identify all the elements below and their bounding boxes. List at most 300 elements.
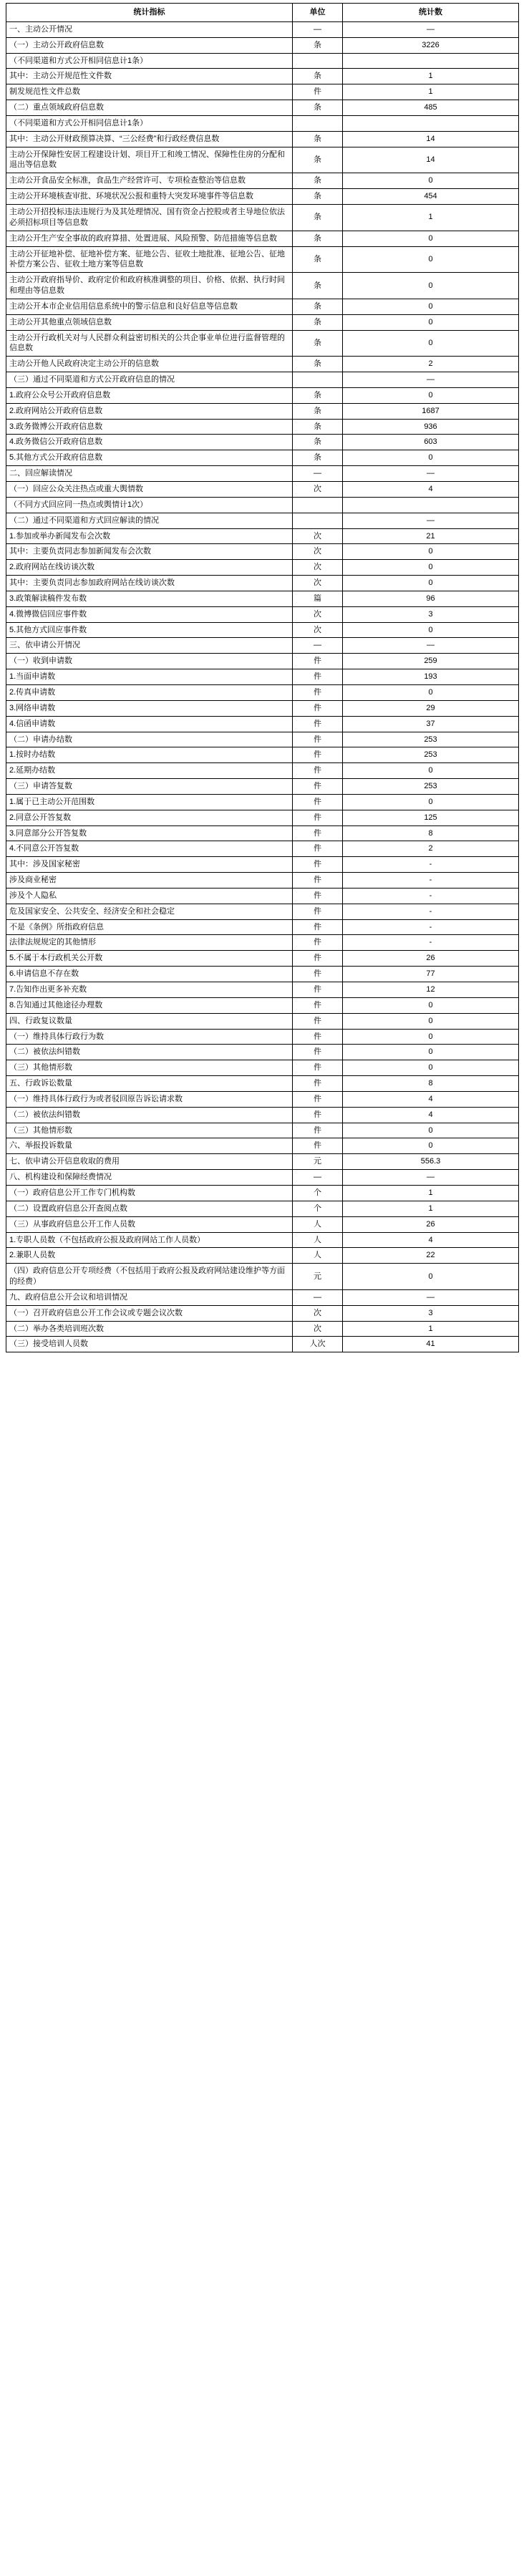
indicator-value: 253 (343, 747, 519, 763)
indicator-value: 0 (343, 330, 519, 357)
indicator-unit: 次 (293, 482, 343, 498)
indicator-value: 0 (343, 560, 519, 576)
indicator-label: 其中：主动公开规范性文件数 (6, 69, 293, 84)
table-row (6, 147, 519, 173)
indicator-label: 涉及个人隐私 (6, 888, 293, 904)
table-row (6, 825, 519, 841)
indicator-label: （二）重点领域政府信息数 (6, 100, 293, 116)
indicator-value: 0 (343, 684, 519, 700)
indicator-value: 0 (343, 387, 519, 403)
indicator-value: 0 (343, 1045, 519, 1060)
indicator-value (343, 115, 519, 131)
indicator-value: 0 (343, 1138, 519, 1154)
indicator-unit: 条 (293, 357, 343, 372)
indicator-unit: 件 (293, 982, 343, 998)
table-row (6, 669, 519, 685)
indicator-label: （一）政府信息公开工作专门机构数 (6, 1185, 293, 1201)
table-row (6, 1076, 519, 1092)
indicator-unit: 件 (293, 763, 343, 779)
indicator-unit: 人 (293, 1232, 343, 1248)
table-row (6, 387, 519, 403)
indicator-value: — (343, 638, 519, 654)
indicator-value: 26 (343, 951, 519, 967)
indicator-value: 0 (343, 794, 519, 810)
indicator-label: 主动公开其他重点领域信息数 (6, 314, 293, 330)
indicator-unit: 个 (293, 1201, 343, 1216)
table-row (6, 1201, 519, 1216)
indicator-label: 不是《条例》所指政府信息 (6, 919, 293, 935)
table-row (6, 1045, 519, 1060)
indicator-value: 556.3 (343, 1154, 519, 1170)
table-row (6, 1289, 519, 1305)
table-row (6, 841, 519, 857)
indicator-value (343, 53, 519, 69)
indicator-unit: 件 (293, 1123, 343, 1138)
indicator-unit: 次 (293, 560, 343, 576)
indicator-label: 2.政府网站公开政府信息数 (6, 403, 293, 419)
indicator-unit: 件 (293, 654, 343, 669)
indicator-unit (293, 497, 343, 513)
indicator-unit: 条 (293, 330, 343, 357)
indicator-unit: 条 (293, 231, 343, 246)
indicator-value: 253 (343, 779, 519, 795)
indicator-value: 1 (343, 1201, 519, 1216)
indicator-value: — (343, 21, 519, 37)
indicator-unit: 件 (293, 1029, 343, 1045)
indicator-unit: 次 (293, 1321, 343, 1337)
indicator-value: 0 (343, 1264, 519, 1290)
indicator-unit: 件 (293, 747, 343, 763)
indicator-unit: 件 (293, 779, 343, 795)
indicator-value: 4 (343, 1107, 519, 1123)
indicator-unit: 件 (293, 1060, 343, 1076)
indicator-unit: 件 (293, 967, 343, 982)
indicator-label: （一）召开政府信息公开工作会议或专题会议次数 (6, 1305, 293, 1321)
indicator-label: （二）被依法纠错数 (6, 1045, 293, 1060)
indicator-unit: 件 (293, 84, 343, 100)
indicator-value: 0 (343, 1013, 519, 1029)
indicator-unit: 件 (293, 919, 343, 935)
column-header-count: 统计数 (343, 4, 519, 22)
section-label: 三、依申请公开情况 (6, 638, 293, 654)
government-info-disclosure-statistics-table (6, 3, 519, 1352)
indicator-value: - (343, 935, 519, 951)
section-label: 七、依申请公开信息收取的费用 (6, 1154, 293, 1170)
indicator-value: 0 (343, 246, 519, 273)
table-row (6, 810, 519, 825)
indicator-value: 2 (343, 357, 519, 372)
table-row (6, 372, 519, 388)
indicator-unit: 件 (293, 825, 343, 841)
indicator-unit: 人 (293, 1248, 343, 1264)
indicator-unit: 件 (293, 951, 343, 967)
indicator-label: 3.政策解读稿件发布数 (6, 591, 293, 606)
table-row (6, 100, 519, 116)
indicator-value: 1 (343, 84, 519, 100)
table-row (6, 450, 519, 466)
indicator-label: （一）维持具体行政行为或者驳回原告诉讼请求数 (6, 1091, 293, 1107)
table-row (6, 419, 519, 435)
indicator-unit: 件 (293, 1013, 343, 1029)
column-header-unit: 单位 (293, 4, 343, 22)
table-row (6, 794, 519, 810)
indicator-label: （三）申请答复数 (6, 779, 293, 795)
indicator-label: 4.政务微信公开政府信息数 (6, 435, 293, 450)
table-row (6, 69, 519, 84)
table-row (6, 330, 519, 357)
section-label: 六、举报投诉数量 (6, 1138, 293, 1154)
indicator-label: 制发规范性文件总数 (6, 84, 293, 100)
indicator-value: 3 (343, 1305, 519, 1321)
indicator-label: （二）通过不同渠道和方式回应解读的情况 (6, 513, 293, 528)
table-row (6, 513, 519, 528)
indicator-label: 2.政府网站在线访谈次数 (6, 560, 293, 576)
table-row (6, 951, 519, 967)
indicator-value: 8 (343, 1076, 519, 1092)
indicator-value: 259 (343, 654, 519, 669)
indicator-label: 主动公开征地补偿、征地补偿方案、征地公告、征收土地批准、征地公告、征地补偿方案公告、征收土地方案等信息数 (6, 246, 293, 273)
table-row (6, 204, 519, 231)
indicator-unit: 件 (293, 700, 343, 716)
indicator-label: 其中：主要负责同志参加政府网站在线访谈次数 (6, 576, 293, 591)
indicator-unit: 件 (293, 888, 343, 904)
table-row (6, 231, 519, 246)
indicator-value: 253 (343, 732, 519, 747)
indicator-label: 5.其他方式公开政府信息数 (6, 450, 293, 466)
section-label: 四、行政复议数量 (6, 1013, 293, 1029)
table-row (6, 1060, 519, 1076)
table-row (6, 357, 519, 372)
section-label: 九、政府信息公开会议和培训情况 (6, 1289, 293, 1305)
indicator-label: 3.政务微博公开政府信息数 (6, 419, 293, 435)
indicator-unit (293, 53, 343, 69)
table-row (6, 84, 519, 100)
indicator-unit: 件 (293, 1138, 343, 1154)
indicator-label: （一）收到申请数 (6, 654, 293, 669)
indicator-value: 1 (343, 69, 519, 84)
indicator-value: 3226 (343, 37, 519, 53)
indicator-label: （三）其他情形数 (6, 1060, 293, 1076)
table-row (6, 189, 519, 205)
table-row (6, 1154, 519, 1170)
indicator-unit: 元 (293, 1264, 343, 1290)
indicator-unit: 件 (293, 1076, 343, 1092)
indicator-value: — (343, 1170, 519, 1186)
table-row (6, 967, 519, 982)
table-row (6, 435, 519, 450)
indicator-value: 0 (343, 576, 519, 591)
indicator-value: 12 (343, 982, 519, 998)
indicator-value: 4 (343, 1232, 519, 1248)
indicator-unit: 条 (293, 387, 343, 403)
table-row (6, 299, 519, 314)
indicator-label: 其中：涉及国家秘密 (6, 857, 293, 873)
indicator-unit: 件 (293, 794, 343, 810)
table-row (6, 246, 519, 273)
indicator-value: 193 (343, 669, 519, 685)
indicator-label: （一）回应公众关注热点或重大舆情数 (6, 482, 293, 498)
indicator-unit: 条 (293, 273, 343, 299)
indicator-unit: 条 (293, 69, 343, 84)
indicator-unit: 件 (293, 1091, 343, 1107)
indicator-value: 0 (343, 544, 519, 560)
indicator-unit: 件 (293, 1045, 343, 1060)
indicator-unit: 件 (293, 857, 343, 873)
indicator-value: - (343, 919, 519, 935)
indicator-label: （三）其他情形数 (6, 1123, 293, 1138)
indicator-value: 1687 (343, 403, 519, 419)
indicator-unit: 条 (293, 419, 343, 435)
indicator-unit: 次 (293, 606, 343, 622)
indicator-label: 主动公开政府指导价、政府定价和政府核准调整的项目、价格、依据、执行时间和理由等信息数 (6, 273, 293, 299)
table-header-row (6, 4, 519, 22)
table-row (6, 982, 519, 998)
indicator-unit (293, 513, 343, 528)
indicator-label: （二）申请办结数 (6, 732, 293, 747)
indicator-unit: 次 (293, 576, 343, 591)
indicator-label: （三）从事政府信息公开工作人员数 (6, 1216, 293, 1232)
indicator-label: 8.告知通过其他途径办理数 (6, 997, 293, 1013)
indicator-label: 2.兼职人员数 (6, 1248, 293, 1264)
indicator-value: — (343, 372, 519, 388)
indicator-label: （三）接受培训人员数 (6, 1337, 293, 1352)
table-row (6, 576, 519, 591)
indicator-unit: 件 (293, 904, 343, 919)
table-row (6, 1216, 519, 1232)
indicator-value: 0 (343, 622, 519, 638)
indicator-label: 4.不同意公开答复数 (6, 841, 293, 857)
indicator-value: 603 (343, 435, 519, 450)
table-row (6, 37, 519, 53)
indicator-value: 0 (343, 299, 519, 314)
indicator-value: 0 (343, 763, 519, 779)
table-row (6, 1138, 519, 1154)
indicator-value: — (343, 513, 519, 528)
indicator-label: 3.同意部分公开答复数 (6, 825, 293, 841)
table-row (6, 684, 519, 700)
table-row (6, 873, 519, 888)
table-row (6, 1337, 519, 1352)
indicator-unit: 件 (293, 810, 343, 825)
table-row (6, 935, 519, 951)
indicator-value: 29 (343, 700, 519, 716)
table-row (6, 732, 519, 747)
indicator-label: （四）政府信息公开专项经费（不包括用于政府公报及政府网站建设维护等方面的经费） (6, 1264, 293, 1290)
indicator-value: 0 (343, 173, 519, 189)
indicator-value: 936 (343, 419, 519, 435)
indicator-label: 1.属于已主动公开范围数 (6, 794, 293, 810)
table-row (6, 528, 519, 544)
table-row (6, 1185, 519, 1201)
indicator-label: 1.政府公众号公开政府信息数 (6, 387, 293, 403)
indicator-value: 0 (343, 1060, 519, 1076)
indicator-unit: 个 (293, 1185, 343, 1201)
table-row (6, 466, 519, 482)
table-row (6, 1321, 519, 1337)
indicator-label: 3.网络申请数 (6, 700, 293, 716)
indicator-label: 2.传真申请数 (6, 684, 293, 700)
table-row (6, 654, 519, 669)
indicator-unit: 条 (293, 314, 343, 330)
indicator-unit (293, 115, 343, 131)
table-row (6, 904, 519, 919)
indicator-unit: — (293, 21, 343, 37)
indicator-value: 0 (343, 231, 519, 246)
indicator-value: 454 (343, 189, 519, 205)
section-label: 八、机构建设和保障经费情况 (6, 1170, 293, 1186)
indicator-label: 2.延期办结数 (6, 763, 293, 779)
table-row (6, 716, 519, 732)
indicator-value: 3 (343, 606, 519, 622)
indicator-label: （不同方式回应同一热点或舆情计1次） (6, 497, 293, 513)
indicator-unit: 次 (293, 1305, 343, 1321)
indicator-unit: 件 (293, 669, 343, 685)
table-row (6, 1232, 519, 1248)
indicator-label: 主动公开生产安全事故的政府算措、处置进展、风险预警、防范措施等信息数 (6, 231, 293, 246)
indicator-value: 22 (343, 1248, 519, 1264)
table-row (6, 1264, 519, 1290)
indicator-label: （一）维持具体行政行为数 (6, 1029, 293, 1045)
table-row (6, 273, 519, 299)
section-label: 五、行政诉讼数量 (6, 1076, 293, 1092)
indicator-value: 26 (343, 1216, 519, 1232)
indicator-value: 1 (343, 1321, 519, 1337)
indicator-label: 危及国家安全、公共安全、经济安全和社会稳定 (6, 904, 293, 919)
indicator-label: 1.参加或举办新闻发布会次数 (6, 528, 293, 544)
indicator-value: 41 (343, 1337, 519, 1352)
indicator-unit: 件 (293, 997, 343, 1013)
table-row (6, 497, 519, 513)
indicator-label: 主动公开环境核查审批、环境状况公报和重特大突发环境事件等信息数 (6, 189, 293, 205)
indicator-label: 5.不属于本行政机关公开数 (6, 951, 293, 967)
indicator-label: 其中：主动公开财政预算决算、“三公经费”和行政经费信息数 (6, 131, 293, 147)
indicator-unit: 条 (293, 403, 343, 419)
indicator-value: 14 (343, 147, 519, 173)
table-row (6, 482, 519, 498)
indicator-value: - (343, 888, 519, 904)
indicator-unit: 条 (293, 189, 343, 205)
indicator-label: （三）通过不同渠道和方式公开政府信息的情况 (6, 372, 293, 388)
table-row (6, 403, 519, 419)
indicator-value: - (343, 857, 519, 873)
indicator-unit: — (293, 638, 343, 654)
table-row (6, 560, 519, 576)
indicator-label: （二）被依法纠错数 (6, 1107, 293, 1123)
table-row (6, 700, 519, 716)
table-row (6, 779, 519, 795)
table-row (6, 544, 519, 560)
table-row (6, 763, 519, 779)
indicator-unit: 人次 (293, 1337, 343, 1352)
indicator-unit: 条 (293, 299, 343, 314)
table-row (6, 638, 519, 654)
table-row (6, 1170, 519, 1186)
indicator-unit: 件 (293, 684, 343, 700)
indicator-value: 0 (343, 1029, 519, 1045)
indicator-label: 4.微博微信回应事件数 (6, 606, 293, 622)
indicator-unit: 件 (293, 1107, 343, 1123)
indicator-value: 14 (343, 131, 519, 147)
indicator-unit: — (293, 1289, 343, 1305)
section-label: 二、回应解读情况 (6, 466, 293, 482)
indicator-unit: 条 (293, 131, 343, 147)
indicator-label: 其中：主要负责同志参加新闻发布会次数 (6, 544, 293, 560)
indicator-value: 0 (343, 1123, 519, 1138)
indicator-value: — (343, 466, 519, 482)
indicator-label: 6.申请信息不存在数 (6, 967, 293, 982)
indicator-value: 1 (343, 1185, 519, 1201)
indicator-unit: 条 (293, 435, 343, 450)
indicator-unit: — (293, 1170, 343, 1186)
indicator-unit: 件 (293, 873, 343, 888)
indicator-label: 涉及商业秘密 (6, 873, 293, 888)
table-row (6, 919, 519, 935)
indicator-unit: 元 (293, 1154, 343, 1170)
indicator-unit: 条 (293, 450, 343, 466)
indicator-value (343, 497, 519, 513)
table-row (6, 131, 519, 147)
table-row (6, 606, 519, 622)
table-row (6, 1305, 519, 1321)
indicator-label: 7.告知作出更多补充数 (6, 982, 293, 998)
indicator-value: 0 (343, 997, 519, 1013)
table-row (6, 1107, 519, 1123)
table-row (6, 857, 519, 873)
indicator-unit: 条 (293, 100, 343, 116)
indicator-unit: 件 (293, 935, 343, 951)
indicator-value: 8 (343, 825, 519, 841)
table-row (6, 1248, 519, 1264)
indicator-unit: 人 (293, 1216, 343, 1232)
indicator-label: 2.同意公开答复数 (6, 810, 293, 825)
table-row (6, 888, 519, 904)
indicator-label: 主动公开食品安全标准，食品生产经营许可、专项检查整治等信息数 (6, 173, 293, 189)
table-row (6, 1029, 519, 1045)
indicator-unit: 条 (293, 147, 343, 173)
indicator-unit: 件 (293, 732, 343, 747)
indicator-unit: 件 (293, 841, 343, 857)
indicator-value: 4 (343, 482, 519, 498)
table-row (6, 314, 519, 330)
indicator-unit: 次 (293, 544, 343, 560)
indicator-label: 5.其他方式回应事件数 (6, 622, 293, 638)
indicator-value: 125 (343, 810, 519, 825)
indicator-label: （二）设置政府信息公开查阅点数 (6, 1201, 293, 1216)
indicator-value: 96 (343, 591, 519, 606)
indicator-unit: 条 (293, 246, 343, 273)
indicator-value: — (343, 1289, 519, 1305)
indicator-label: 法律法规规定的其他情形 (6, 935, 293, 951)
table-row (6, 21, 519, 37)
table-row (6, 173, 519, 189)
indicator-label: （一）主动公开政府信息数 (6, 37, 293, 53)
indicator-label: 1.按时办结数 (6, 747, 293, 763)
table-row (6, 747, 519, 763)
table-row (6, 1013, 519, 1029)
indicator-value: 2 (343, 841, 519, 857)
indicator-unit: 件 (293, 716, 343, 732)
indicator-unit: 篇 (293, 591, 343, 606)
table-body (6, 21, 519, 1352)
indicator-label: （不同渠道和方式公开相同信息计1条） (6, 53, 293, 69)
table-row (6, 115, 519, 131)
indicator-unit: 次 (293, 528, 343, 544)
indicator-value: 485 (343, 100, 519, 116)
indicator-unit: 条 (293, 204, 343, 231)
indicator-label: 主动公开保障性安居工程建设计划、项目开工和竣工情况、保障性住房的分配和退出等信息数 (6, 147, 293, 173)
indicator-label: 4.信函申请数 (6, 716, 293, 732)
indicator-value: 0 (343, 314, 519, 330)
